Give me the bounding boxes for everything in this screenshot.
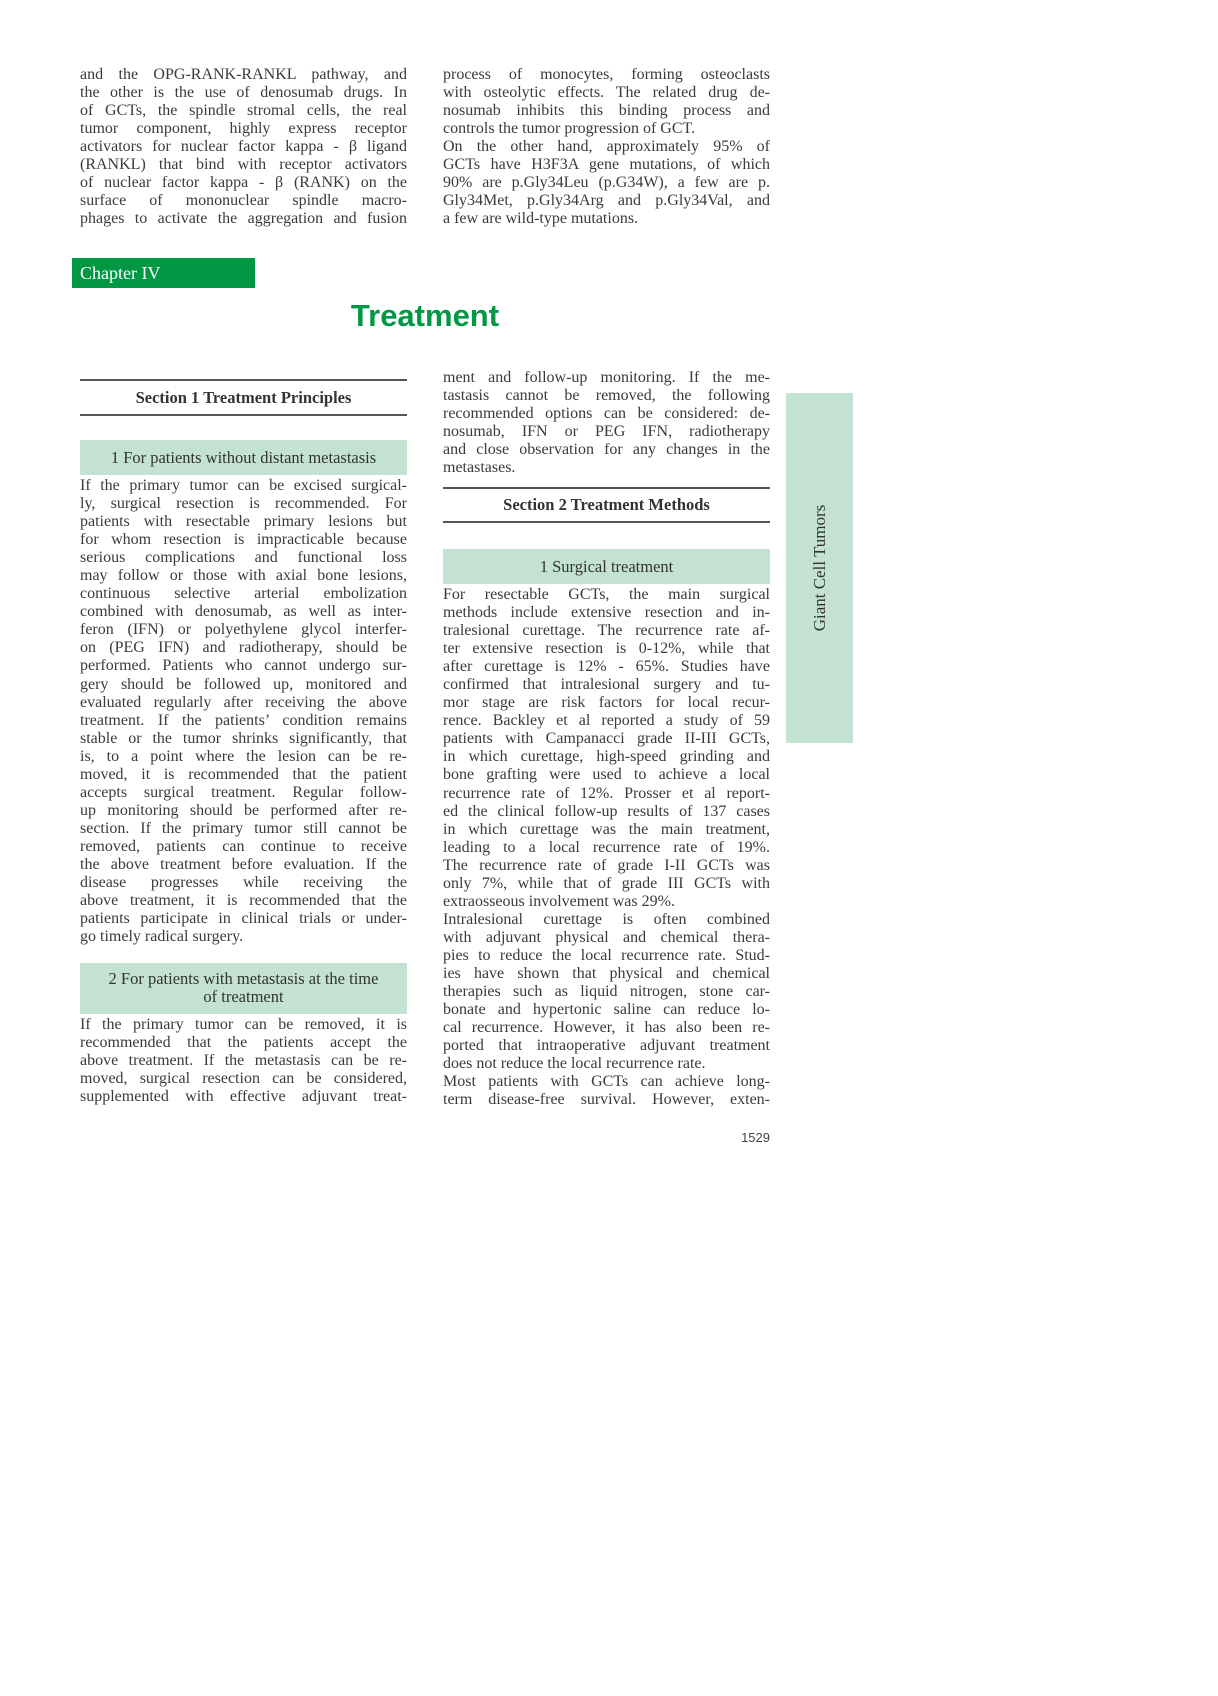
text-line: feron (IFN) or polyethylene glycol interfer-: [80, 621, 407, 639]
text-line: metastases.: [443, 459, 516, 477]
text-line: bonate and hypertonic saline can reduce lo-: [443, 1001, 770, 1019]
text-line: on (PEG IFN) and radiotherapy, should be: [80, 639, 407, 657]
subsection-1-heading: 1 For patients without distant metastasis: [80, 440, 407, 475]
text-line: performed. Patients who cannot undergo sur-: [80, 657, 407, 675]
text-line: pies to reduce the local recurrence rate. Stud-: [443, 946, 770, 964]
text-line: tastasis cannot be removed, the following: [443, 387, 770, 405]
text-line: ter extensive resection is 0-12%, while that: [443, 640, 770, 658]
text-line: process of monocytes, forming osteoclasts: [443, 66, 770, 83]
text-line: after curettage is 12% - 65%. Studies have: [443, 658, 770, 676]
text-line: ed the clinical follow-up results of 137 cases: [443, 802, 770, 820]
text-line: is, to a point where the lesion can be re-: [80, 747, 407, 765]
text-line: the above treatment before evaluation. If the: [80, 855, 407, 873]
text-line: with adjuvant physical and chemical thera-: [443, 928, 770, 946]
text-line: surface of mononuclear spindle macro-: [80, 192, 407, 210]
text-line: mor stage are risk factors for local recur-: [443, 694, 770, 712]
text-line: go timely radical surgery.: [80, 928, 244, 946]
text-line: accepts surgical treatment. Regular follow-: [80, 783, 407, 801]
text-line: up monitoring should be performed after re-: [80, 801, 407, 819]
text-line: continuous selective arterial embolization: [80, 585, 407, 603]
text-line: GCTs have H3F3A gene mutations, of which: [443, 156, 770, 174]
text-line: bone grafting were used to achieve a local: [443, 766, 770, 784]
text-line: Most patients with GCTs can achieve long-: [443, 1073, 770, 1091]
text-line: of nuclear factor kappa - β (RANK) on the: [80, 174, 407, 192]
text-line: patients with Campanacci grade II-III GCTs,: [443, 730, 770, 748]
text-line: and the OPG-RANK-RANKL pathway, and: [80, 66, 407, 83]
chapter-label: Chapter IV: [72, 258, 255, 288]
intro-text-right: [443, 66, 770, 228]
subsection-2-heading-line1: 2 For patients with metastasis at the time: [108, 969, 379, 988]
surgical-treatment-text: [443, 586, 770, 1109]
text-line: ment and follow-up monitoring. If the me-: [443, 369, 770, 386]
text-line: On the other hand, approximately 95% of: [443, 138, 770, 156]
text-line: methods include extensive resection and in-: [443, 604, 770, 622]
text-line: may follow or those with axial bone lesions,: [80, 567, 407, 585]
text-line: section. If the primary tumor still cannot be: [80, 819, 407, 837]
text-line: recommended options can be considered: de-: [443, 405, 770, 423]
text-line: For resectable GCTs, the main surgical: [443, 586, 770, 603]
text-line: above treatment. If the metastasis can be re-: [80, 1052, 407, 1070]
text-line: cal recurrence. However, it has also been re-: [443, 1019, 770, 1037]
text-line: phages to activate the aggregation and fusion: [80, 210, 407, 228]
intro-text-left: [80, 66, 407, 228]
text-line: confirmed that intralesional surgery and tu-: [443, 676, 770, 694]
text-line: tralesional curettage. The recurrence rate af-: [443, 622, 770, 640]
text-line: nosumab inhibits this binding process and: [443, 102, 770, 120]
text-line: ies have shown that physical and chemical: [443, 964, 770, 982]
text-line: If the primary tumor can be removed, it is: [80, 1016, 407, 1033]
text-line: leading to a local recurrence rate of 19%.: [443, 838, 770, 856]
side-tab-label: Giant Cell Tumors: [809, 504, 829, 632]
text-line: supplemented with effective adjuvant treat-: [80, 1088, 407, 1106]
text-line: for whom resection is impracticable because: [80, 531, 407, 549]
text-line: above treatment, it is recommended that the: [80, 892, 407, 910]
text-line: the other is the use of denosumab drugs. In: [80, 84, 407, 102]
chapter-side-tab: [786, 393, 853, 743]
text-line: removed, patients can continue to receive: [80, 837, 407, 855]
text-line: moved, it is recommended that the patient: [80, 765, 407, 783]
section-1-heading: Section 1 Treatment Principles: [80, 379, 407, 416]
text-line: patients with resectable primary lesions but: [80, 513, 407, 531]
text-line: in which curettage was the main treatment,: [443, 820, 770, 838]
text-line: therapies such as liquid nitrogen, stone car-: [443, 983, 770, 1001]
page-title: Treatment: [350, 298, 500, 333]
text-line: serious complications and functional loss: [80, 549, 407, 567]
text-line: stable or the tumor shrinks significantly, that: [80, 729, 407, 747]
text-line: a few are wild-type mutations.: [443, 210, 639, 228]
section-2-heading: Section 2 Treatment Methods: [443, 487, 770, 523]
text-line: of GCTs, the spindle stromal cells, the real: [80, 102, 407, 120]
subsection-2-heading-line2: of treatment: [203, 987, 284, 1006]
text-line: gery should be followed up, monitored and: [80, 675, 407, 693]
subsection-2-text: [80, 1016, 407, 1106]
subsection-2-heading: [80, 963, 407, 1014]
text-line: does not reduce the local recurrence rate.: [443, 1055, 706, 1073]
subsection-1-text: [80, 477, 407, 946]
text-line: evaluated regularly after receiving the above: [80, 693, 407, 711]
text-line: 90% are p.Gly34Leu (p.G34W), a few are p.: [443, 174, 770, 192]
text-line: recurrence rate of 12%. Prosser et al report-: [443, 784, 770, 802]
text-line: extraosseous involvement was 29%.: [443, 892, 675, 910]
text-line: recommended that the patients accept the: [80, 1034, 407, 1052]
text-line: Intralesional curettage is often combined: [443, 910, 770, 928]
text-line: ported that intraoperative adjuvant treatment: [443, 1037, 770, 1055]
text-line: in which curettage, high-speed grinding and: [443, 748, 770, 766]
text-line: patients participate in clinical trials or under-: [80, 910, 407, 928]
text-line: If the primary tumor can be excised surgical-: [80, 477, 407, 494]
text-line: term disease-free survival. However, exten-: [443, 1091, 770, 1109]
text-line: with osteolytic effects. The related drug de-: [443, 84, 770, 102]
text-line: The recurrence rate of grade I-II GCTs was: [443, 856, 770, 874]
text-line: controls the tumor progression of GCT.: [443, 120, 696, 138]
text-line: treatment. If the patients’ condition remains: [80, 711, 407, 729]
text-line: (RANKL) that bind with receptor activators: [80, 156, 407, 174]
text-line: ly, surgical resection is recommended. For: [80, 495, 407, 513]
text-line: disease progresses while receiving the: [80, 874, 407, 892]
text-line: rence. Backley et al reported a study of 59: [443, 712, 770, 730]
text-line: activators for nuclear factor kappa - β ligand: [80, 138, 407, 156]
text-line: and close observation for any changes in the: [443, 441, 770, 459]
text-line: Gly34Met, p.Gly34Arg and p.Gly34Val, and: [443, 192, 770, 210]
text-line: nosumab, IFN or PEG IFN, radiotherapy: [443, 423, 770, 441]
text-line: tumor component, highly express receptor: [80, 120, 407, 138]
page-number: 1529: [741, 1130, 770, 1145]
surgical-treatment-heading: 1 Surgical treatment: [443, 549, 770, 584]
metastasis-continued-text: [443, 369, 770, 477]
text-line: moved, surgical resection can be considered,: [80, 1070, 407, 1088]
text-line: only 7%, while that of grade III GCTs with: [443, 874, 770, 892]
text-line: combined with denosumab, as well as inter-: [80, 603, 407, 621]
